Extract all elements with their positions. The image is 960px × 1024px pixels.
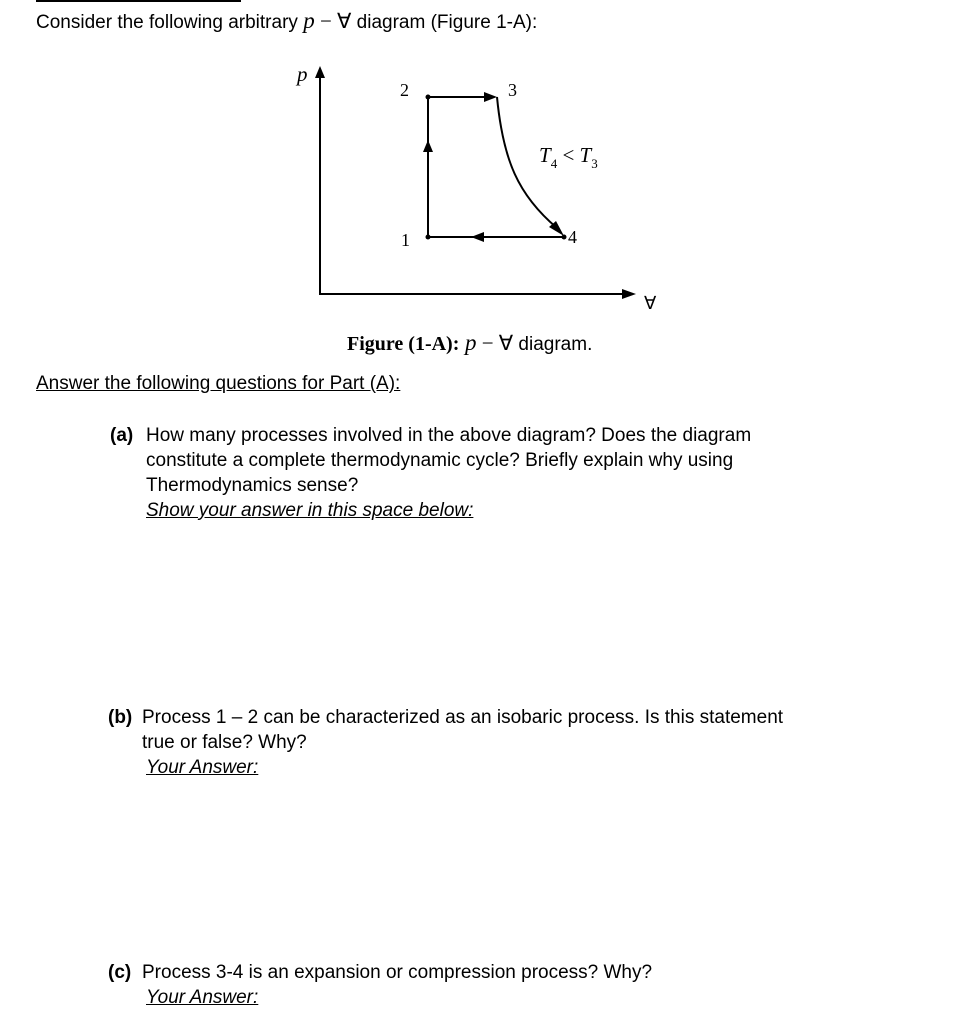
- less-than-symbol: <: [557, 143, 580, 167]
- volume-symbol: ∀: [337, 9, 352, 33]
- figure-caption: [347, 330, 592, 357]
- state-label-3: 3: [508, 80, 517, 100]
- question-b: [108, 705, 938, 780]
- answer-space-a[interactable]: [146, 530, 906, 690]
- intro-before: Consider the following arbitrary: [36, 12, 304, 33]
- caption-rest: diagram.: [513, 334, 593, 355]
- temperature-annotation: [539, 143, 598, 171]
- question-c-label: (c): [108, 962, 132, 983]
- question-c-answer-prompt: Your Answer:: [146, 987, 259, 1008]
- answer-space-b[interactable]: [146, 790, 906, 950]
- t3-subscript: 3: [591, 156, 598, 171]
- question-a-answer-prompt: Show your answer in this space below:: [146, 500, 474, 521]
- question-b-line-2: true or false? Why?: [142, 732, 307, 753]
- question-b-label: (b): [108, 707, 133, 728]
- t4-symbol: T: [539, 143, 551, 167]
- t4-subscript: 4: [550, 156, 558, 171]
- section-heading: Answer the following questions for Part (A):: [36, 373, 401, 394]
- state-label-1: 1: [401, 230, 410, 250]
- question-a: [110, 423, 930, 523]
- caption-dash: −: [476, 331, 499, 355]
- question-a-line-3: Thermodynamics sense?: [146, 475, 359, 496]
- state-point-1: [426, 235, 431, 240]
- question-a-line-2: constitute a complete thermodynamic cycle? Briefly explain why using: [146, 450, 734, 471]
- state-label-2: 2: [400, 80, 409, 100]
- caption-volume-symbol: ∀: [498, 331, 514, 355]
- caption-p-symbol: p: [464, 330, 477, 355]
- question-a-label: (a): [110, 425, 134, 446]
- caption-label: Figure (1-A):: [347, 333, 460, 355]
- y-axis-label: p: [297, 62, 308, 86]
- intro-after: diagram (Figure 1-A):: [351, 12, 538, 33]
- x-axis-label: ∀: [644, 293, 657, 313]
- question-b-answer-prompt: Your Answer:: [146, 757, 259, 778]
- state-label-4: 4: [568, 227, 577, 247]
- state-point-4: [562, 235, 567, 240]
- state-point-2: [426, 95, 431, 100]
- x-axis-arrowhead: [622, 289, 636, 299]
- dash-symbol: −: [314, 9, 338, 33]
- question-c: [108, 960, 938, 1010]
- p-symbol: p: [303, 8, 315, 33]
- question-b-line-1: Process 1 – 2 can be characterized as an isobaric process. Is this statement: [142, 707, 784, 728]
- process-4-1-arrow: [471, 232, 484, 242]
- t3-symbol: T: [579, 143, 592, 167]
- process-2-3-arrow: [484, 92, 497, 102]
- question-c-line-1: Process 3-4 is an expansion or compression process? Why?: [142, 962, 653, 983]
- question-a-line-1: How many processes involved in the above diagram? Does the diagram: [146, 425, 752, 446]
- y-axis-arrowhead: [315, 66, 325, 78]
- pv-diagram: [0, 0, 960, 330]
- process-1-2-arrow: [423, 140, 433, 152]
